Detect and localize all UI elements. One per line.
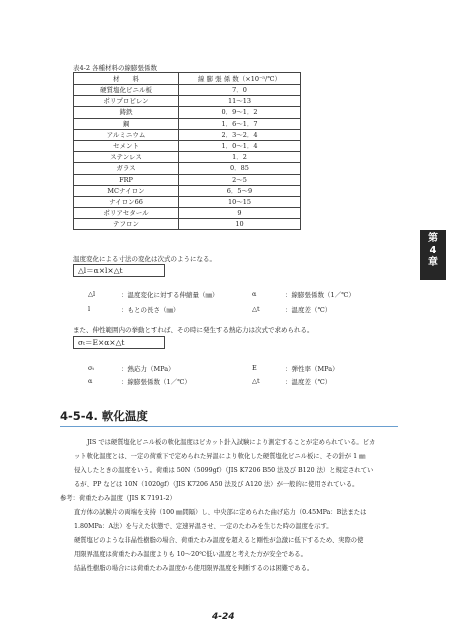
- table-header-row: [74, 73, 301, 85]
- def-symbol: △t: [252, 305, 260, 313]
- coefficient-cell: 0．85: [179, 163, 301, 174]
- expansion-coefficient-table: [73, 72, 301, 230]
- def-description: ：温度変化に対する伸縮量（㎜）: [121, 291, 219, 299]
- def-symbol: △l: [88, 290, 96, 298]
- chapter-tab: [420, 230, 446, 280]
- material-cell: テフロン: [74, 219, 179, 230]
- body-line: JIS では硬質塩化ビニル板の軟化温度はビカット針入試験により測定することが定められている。ビカ: [87, 439, 376, 446]
- material-cell: 鋼: [74, 118, 179, 129]
- table-row: [74, 129, 301, 140]
- coefficient-cell: 0．9～1．2: [179, 107, 301, 118]
- table-caption: 表4-2 各種材料の線膨張係数: [73, 64, 158, 72]
- body-line: 侵入したときの温度をいう。荷重は 50N（5099gf）（JIS K7206 B50 法及び B120 法）と規定されてい: [74, 467, 374, 474]
- table-row: [74, 196, 301, 207]
- material-cell: セメント: [74, 140, 179, 151]
- material-cell: ガラス: [74, 163, 179, 174]
- def-symbol: α: [88, 377, 93, 385]
- table-row: [74, 152, 301, 163]
- chapter-tab-char: 第: [428, 233, 438, 244]
- table-row: [74, 185, 301, 196]
- material-cell: ポリアセタール: [74, 208, 179, 219]
- material-cell: ポリプロピレン: [74, 96, 179, 107]
- def-symbol: l: [88, 305, 91, 313]
- def-description: ：弾性率（MPa）: [285, 365, 339, 373]
- table-row: [74, 140, 301, 151]
- def-description: ：温度差（℃）: [285, 378, 332, 386]
- body-line: 結晶性樹脂の場合には荷重たわみ温度から使用限界温度を判断するのは困難である。: [74, 565, 314, 572]
- material-cell: ナイロン66: [74, 196, 179, 207]
- body-line: 直方体の試験片の両端を支持（100 ㎜間隔）し、中央部に定められた曲げ応力（0.45MPa：B法または: [74, 509, 367, 516]
- def-symbol: E: [252, 364, 257, 372]
- material-cell: FRP: [74, 174, 179, 185]
- coefficient-cell: 6．5～9: [179, 185, 301, 196]
- table-row: [74, 96, 301, 107]
- heading-rule: [60, 426, 398, 427]
- page-number: 4-24: [212, 612, 235, 622]
- coefficient-cell: 1．0～1．4: [179, 140, 301, 151]
- table-row: [74, 163, 301, 174]
- def-description: ：線膨張係数（1／℃）: [285, 291, 355, 299]
- material-cell: 硬質塩化ビニル板: [74, 85, 179, 96]
- header-coefficient: 線 膨 張 係 数（×10⁻⁵/℃）: [179, 73, 301, 85]
- coefficient-cell: 1．6～1．7: [179, 118, 301, 129]
- expansion-intro: 温度変化による寸法の変化は次式のようになる。: [73, 255, 216, 263]
- material-cell: ステンレス: [74, 152, 179, 163]
- def-symbol: α: [252, 290, 257, 298]
- def-description: ：もとの長さ（㎜）: [121, 306, 180, 314]
- table-row: [74, 219, 301, 230]
- header-material: 材 料: [74, 73, 179, 85]
- material-cell: MCナイロン: [74, 185, 179, 196]
- def-symbol: △t: [252, 377, 260, 385]
- body-line: ット軟化温度とは、一定の荷重下で定められた昇温により軟化した硬質塩化ビニル板に、その針が 1 ㎜: [74, 453, 366, 460]
- coefficient-cell: 1．2: [179, 152, 301, 163]
- stress-formula: σₜ＝E×α×△t: [73, 336, 165, 349]
- body-line: 1.80MPa：A法）を与えた状態で、定速昇温させ、一定のたわみを生じた時の温度を示す。: [74, 523, 333, 530]
- table-row: [74, 85, 301, 96]
- def-description: ：熱応力（MPa）: [121, 365, 175, 373]
- coefficient-cell: 7．0: [179, 85, 301, 96]
- def-symbol: σₜ: [88, 364, 95, 372]
- material-cell: 鋳鉄: [74, 107, 179, 118]
- expansion-formula: △l＝α×l×△t: [73, 264, 165, 277]
- table-row: [74, 174, 301, 185]
- coefficient-cell: 9: [179, 208, 301, 219]
- table-row: [74, 118, 301, 129]
- coefficient-cell: 11～13: [179, 96, 301, 107]
- material-cell: アルミニウム: [74, 129, 179, 140]
- coefficient-cell: 2．3～2．4: [179, 129, 301, 140]
- table-row: [74, 208, 301, 219]
- chapter-tab-number: 4: [429, 245, 437, 256]
- coefficient-cell: 10: [179, 219, 301, 230]
- chapter-tab-char: 章: [428, 257, 438, 268]
- coefficient-cell: 2～5: [179, 174, 301, 185]
- body-line: 用限界温度は荷重たわみ温度よりも 10～20℃低い温度と考えた方が安全である。: [74, 551, 307, 558]
- body-line: 硬質塩ビのような非晶性樹脂の場合、荷重たわみ温度を超えると剛性が急激に低下するため、実際の使: [74, 537, 364, 544]
- def-description: ：線膨張係数（1／℃）: [121, 378, 191, 386]
- stress-intro: また、伸性範囲内の挙動とすれば、その時に発生する熱応力は次式で求められる。: [73, 326, 314, 334]
- def-description: ：温度差（℃）: [285, 306, 332, 314]
- coefficient-cell: 10～15: [179, 196, 301, 207]
- reference-label: 参考：荷重たわみ温度（JIS K 7191-2）: [60, 495, 176, 502]
- body-line: るが、PP などは 10N（1020gf）（JIS K7206 A50 法及び A120 法）が一般的に使用されている。: [74, 481, 359, 488]
- section-heading: 4-5-4. 軟化温度: [60, 409, 148, 423]
- table-row: [74, 107, 301, 118]
